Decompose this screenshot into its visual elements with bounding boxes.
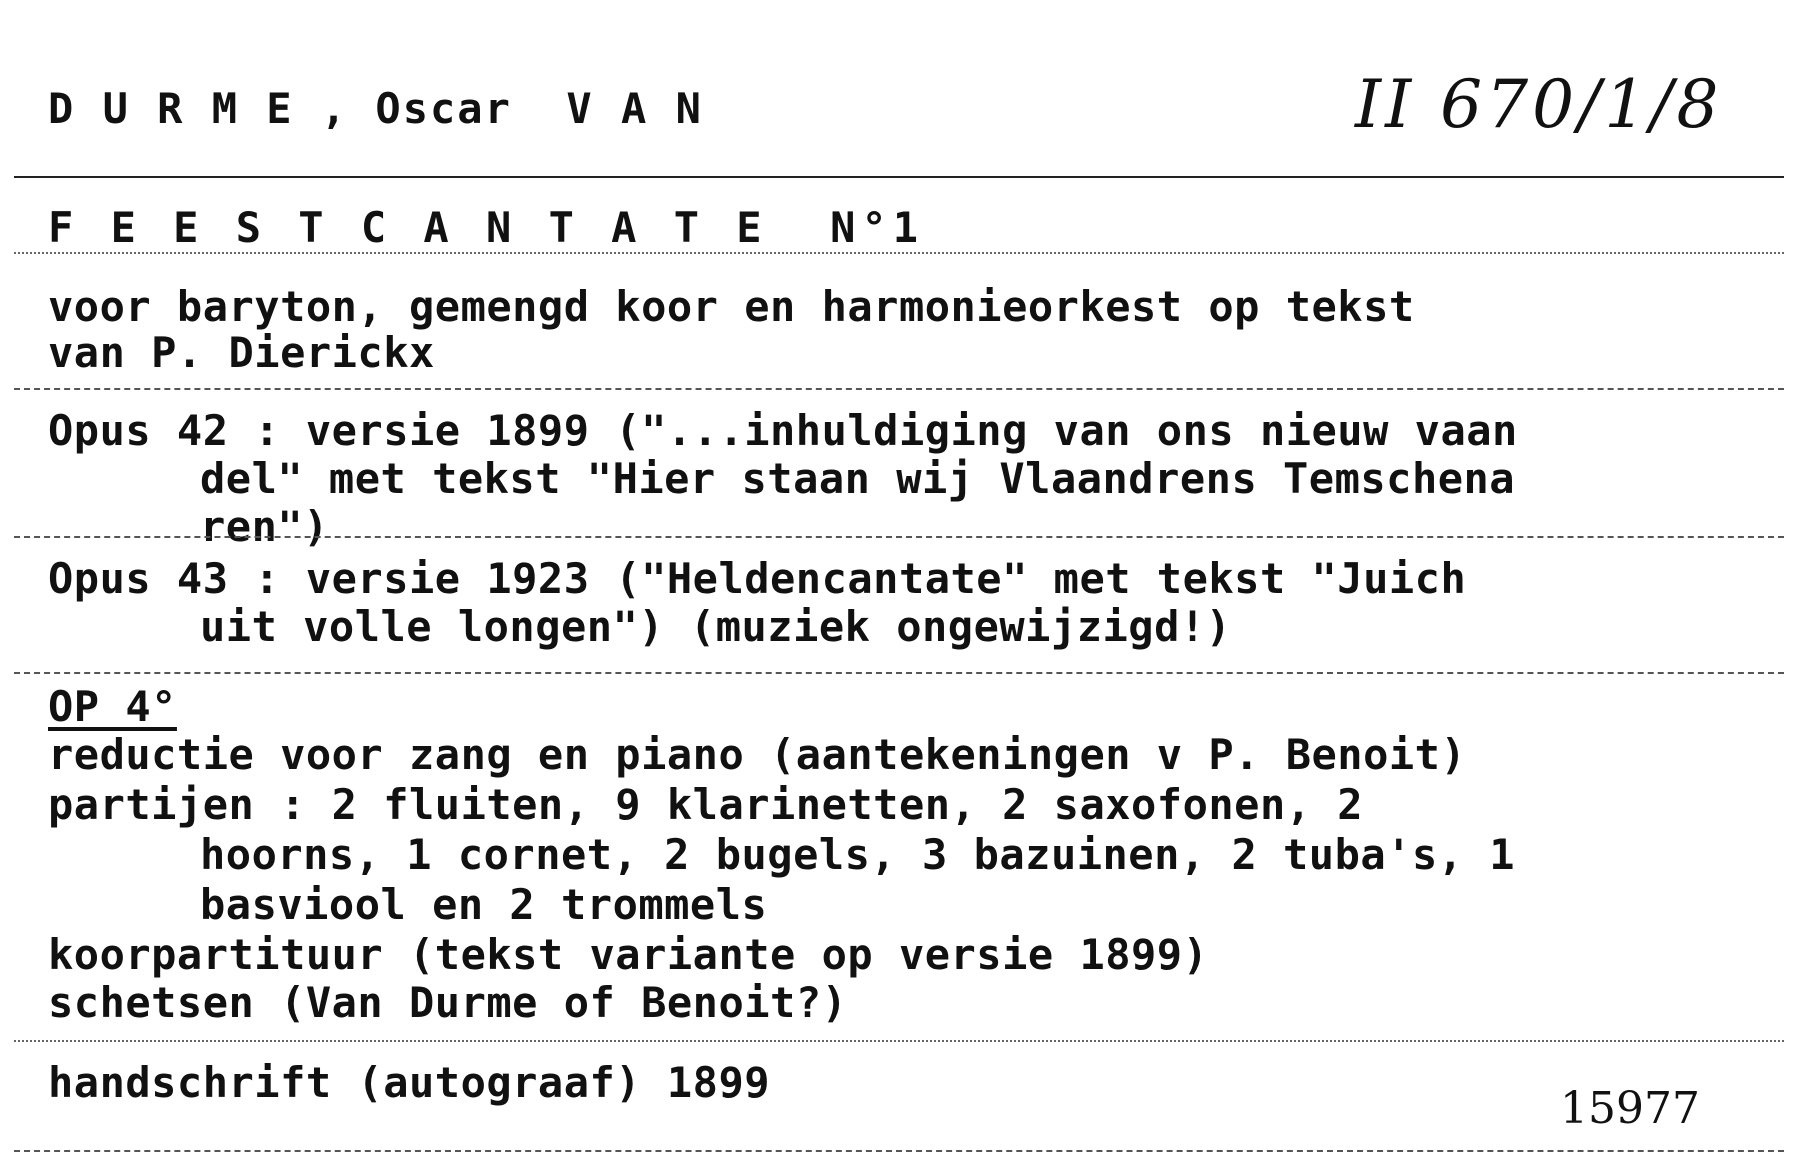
- description-line-1: voor baryton, gemengd koor en harmonieorkest op tekst: [48, 282, 1415, 331]
- divider: [14, 1150, 1784, 1152]
- partijen-line-3: basviool en 2 trommels: [200, 880, 768, 929]
- partijen-line-2: hoorns, 1 cornet, 2 bugels, 3 bazuinen, 2 tuba's, 1: [200, 830, 1516, 879]
- opus43-line-2: uit volle longen") (muziek ongewijzigd!): [200, 602, 1232, 651]
- format: OP 4°: [48, 682, 177, 731]
- opus42-line-1: Opus 42 : versie 1899 ("...inhuldiging van ons nieuw vaan: [48, 406, 1518, 455]
- work-title: F E E S T C A N T A T E N°1: [48, 203, 925, 252]
- partijen-line-1: partijen : 2 fluiten, 9 klarinetten, 2 saxofonen, 2: [48, 780, 1364, 829]
- opus42-line-2: del" met tekst "Hier staan wij Vlaandrens Temschena: [200, 454, 1516, 503]
- handschrift-entry: handschrift (autograaf) 1899: [48, 1058, 771, 1107]
- author-name: D U R M E , Oscar V A N: [48, 84, 703, 133]
- shelfmark-handwritten: II 670/1/8: [1355, 66, 1723, 143]
- divider: [14, 252, 1784, 254]
- divider: [14, 536, 1784, 538]
- opus43-line-1: Opus 43 : versie 1923 ("Heldencantate" met tekst "Juich: [48, 554, 1467, 603]
- schetsen-entry: schetsen (Van Durme of Benoit?): [48, 978, 848, 1027]
- koorpartituur-entry: koorpartituur (tekst variante op versie 1899): [48, 930, 1209, 979]
- reductie-entry: reductie voor zang en piano (aantekeningen v P. Benoit): [48, 730, 1467, 779]
- description-line-2: van P. Dierickx: [48, 328, 435, 377]
- opus42-line-3: ren"): [200, 502, 329, 551]
- divider: [14, 176, 1784, 178]
- divider: [14, 388, 1784, 390]
- divider: [14, 672, 1784, 674]
- catalog-number: 15977: [1560, 1083, 1700, 1134]
- divider: [14, 1040, 1784, 1042]
